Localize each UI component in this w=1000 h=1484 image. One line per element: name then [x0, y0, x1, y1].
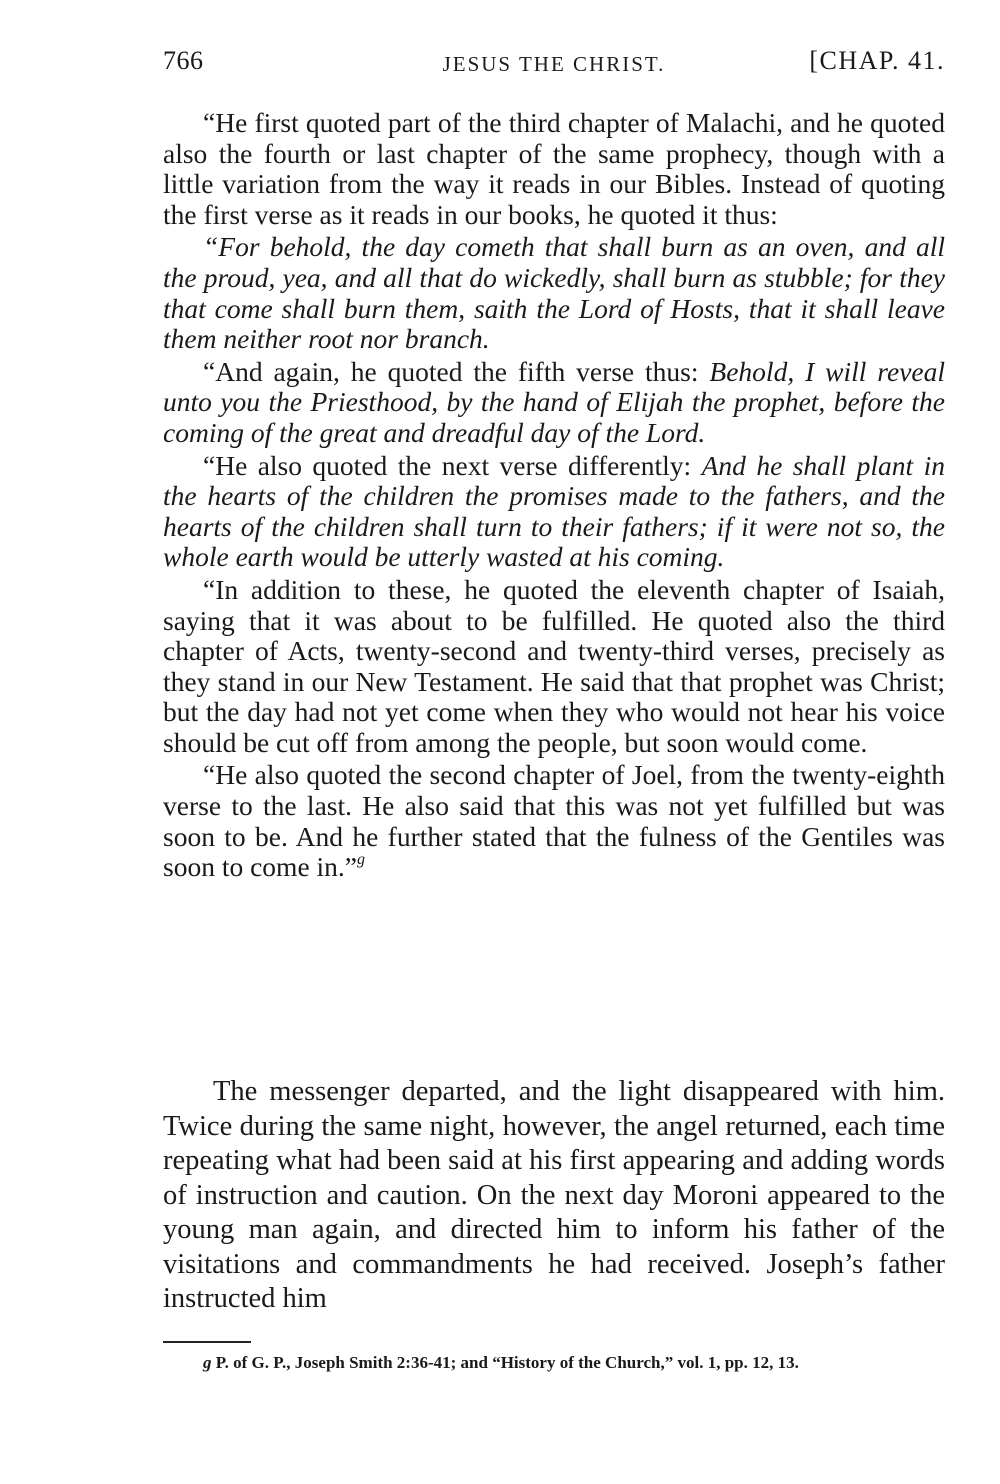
paragraph [163, 357, 945, 449]
paragraph-text: “He also quoted the second chapter of Joel, from the twenty-eighth verse to the last. He also said that this was not yet fulfilled but was soon to be. And he further stated that the fulness of the Gentiles was soon to come in.” [163, 759, 945, 883]
running-title: JESUS THE CHRIST. [442, 52, 666, 76]
paragraph: The messenger departed, and the light disappeared with him. Twice during the same night, however, the angel returned, each time repeating what had been said at his first appearing and adding words of instruction and caution. On the next day Moroni appeared to the young man again, and directed him to inform his father of the visitations and commandments he had received. Joseph’s father instructed him [163, 1076, 945, 1314]
footnote-reference[interactable]: g [357, 851, 365, 869]
italic-paragraph: “For behold, the day cometh that shall burn as an oven, and all the proud, yea, and all that do wickedly, shall burn as stubble; for they that come shall burn them, saith the Lord of Hosts, that it shall leave them neither root nor branch. [163, 231, 945, 355]
paragraph [163, 760, 945, 882]
footnote-citation: P. of G. P., Joseph Smith 2:36-41; and “History of the Church,” vol. 1, pp. 12, 13. [211, 1353, 799, 1372]
quoted-passage [163, 108, 945, 885]
italic-quote: Behold, I will reveal unto you the Priesthood, by the hand of Elijah the prophet, before the coming of the great and dreadful day of the Lord. [163, 355, 945, 448]
chapter-label: [CHAP. 41. [809, 46, 945, 75]
paragraph-intro: “And again, he quoted the fifth verse thus: [203, 355, 710, 387]
page-number: 766 [163, 46, 204, 75]
running-header [163, 38, 945, 82]
footnote-text [163, 1352, 945, 1373]
paragraph [163, 451, 945, 573]
footnote-mark: g [203, 1353, 212, 1372]
narrative-text [163, 1075, 945, 1317]
footnote [163, 1352, 945, 1373]
footnote-divider [163, 1341, 251, 1343]
paragraph: “In addition to these, he quoted the eleventh chapter of Isaiah, saying that it was about to be fulfilled. He quoted also the third chapter of Acts, twenty-second and twenty-third verses, precisely as they stand in our New Testament. He said that that prophet was Christ; but the day had not yet come when they who would not hear his voice should be cut off from among the people, but soon would come. [163, 573, 945, 758]
paragraph-intro: “He also quoted the next verse differently: [203, 449, 702, 481]
paragraph: “He first quoted part of the third chapter of Malachi, and he quoted also the fourth or last chapter of the same prophecy, though with a little variation from the way it reads in our Bibles. Instead of quoting the first verse as it reads in our books, he quoted it thus: [163, 107, 945, 230]
italic-quote: And he shall plant in the hearts of the children the promises made to the fathers, and the hearts of the children shall turn to their fathers; if it were not so, the whole earth would be utterly wasted at his coming. [163, 449, 945, 573]
